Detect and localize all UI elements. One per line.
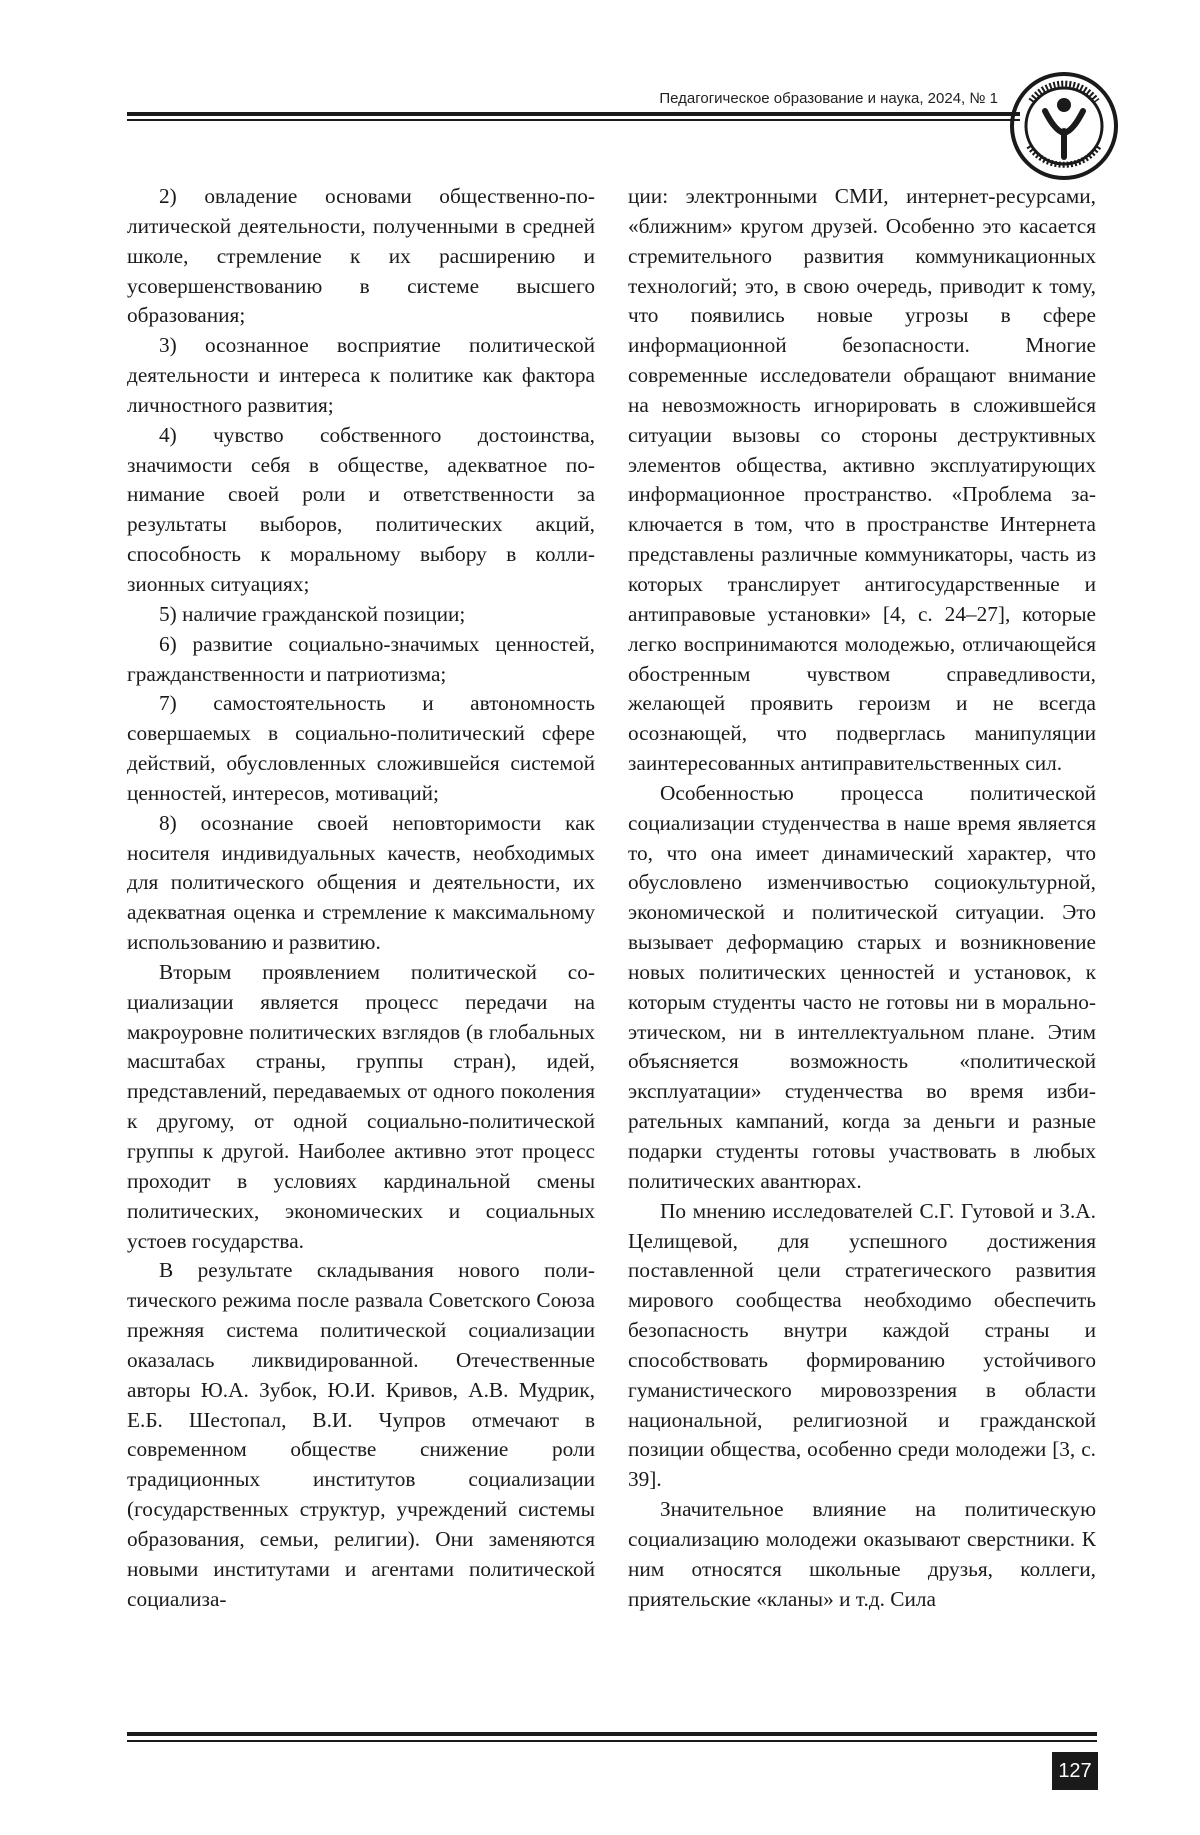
right-column [628, 182, 1096, 1615]
paragraph: Вторым проявлением политической социализации является процесс передачи на макроуровне политических взглядов (в глобальных масштабах страны, группы стран), идей, представлений, передаваемых от одного поколения к другому, от одной социально-политической группы к другой. Наиболее активно этот процесс проходит в условиях кардинальной смены политических, экономических и социальных устоев государства. [127, 959, 595, 1253]
running-title: Педагогическое образование и наука, 2024, № 1 [659, 90, 998, 107]
paragraph: Значительное влияние на политическую социализацию молодежи оказывают сверстники. К ним относятся школьные друзья, коллеги, приятельские «кланы» и т.д. Сила [628, 1497, 1096, 1611]
paragraph: 2) овладение основами общественно-политической деятельности, полученными в средней школе, стремление к их расширению и усовершенствованию в системе высшего образования; [127, 184, 595, 328]
paragraph: В результате складывания нового политического режима после развала Советского Союза прежняя система политической социализации оказалась ликвидированной. Отечественные авторы Ю.А. Зубок, Ю.И. Кривов, А.В. Мудрик, Е.Б. Шестопал, В.И. Чупров отмечают в современном обществе снижение роли традиционных институтов социализации (государственных структур, учреждений системы образования, семьи, религии). Они заменяются новыми институтами и агентами политической социализа- [127, 1258, 595, 1611]
paragraph: 3) осознанное восприятие политической деятельности и интереса к политике как фактора личностного развития; [127, 333, 595, 417]
left-column [127, 182, 595, 1615]
paragraph: 6) развитие социально-значимых ценностей, гражданственности и патриотизма; [127, 631, 595, 686]
paragraph: По мнению исследователей С.Г. Гутовой и З.А. Целищевой, для успешного достижения поставленной цели стратегического развития мирового сообщества необходимо обеспечить безопасность внутри каждой страны и способствовать формированию устойчивого гуманистического мировоззрения в области национальной, религиозной и гражданской позиции общества, особенно среди молодежи [3, с. 39]. [628, 1198, 1096, 1492]
journal-logo-icon [1009, 71, 1119, 181]
footer-rule-thick [127, 1732, 1097, 1736]
paragraph: 7) самостоятельность и автономность совершаемых в социально-политический сфере действий, обусловленных сложившейся системой ценностей, интересов, мотиваций; [127, 691, 595, 805]
page-number: 127 [1052, 1752, 1098, 1790]
paragraph: 8) осознание своей неповторимости как носителя индивидуальных качеств, необходимых для политического общения и деятельности, их адекватная оценка и стремление к максимальному использованию и развитию. [127, 810, 595, 955]
paragraph: Особенностью процесса политической социализации студенчества в наше время является то, что она имеет динамический характер, что обусловлено изменчивостью социокультурной, экономической и политической ситуации. Это вызывает деформацию старых и возникновение новых политических ценностей и установок, к которым студенты часто не готовы ни в морально-этическом, ни в интеллектуальном плане. Этим объясняется возможность «политической эксплуатации» студенчества во время избирательных кампаний, когда за деньги и разные подарки студенты готовы участвовать в любых политических авантюрах. [628, 780, 1096, 1193]
header-rule-thin [127, 119, 1020, 121]
paragraph: 5) наличие гражданской позиции; [159, 601, 466, 626]
paragraph: 4) чувство собственного достоинства, значимости себя в обществе, адекватное понимание своей роли и ответственности за результаты выборов, политических акций, способность к моральному выбору в коллизионных ситуациях; [127, 422, 595, 596]
footer-rule-thin [127, 1740, 1097, 1742]
header-rule-thick [127, 112, 1020, 116]
paragraph-continued: ции: электронными СМИ, интернет-ресурсами, «ближним» кругом друзей. Особенно это касается стремительного развития коммуникационных технологий; это, в свою очередь, приводит к тому, что появились новые угрозы в сфере информационной безопасности. Многие современные исследователи обращают внимание на невозможность игнорировать в сложившейся ситуации вызовы со стороны деструктивных элементов общества, активно эксплуатирующих информационное пространство. «Проблема заключается в том, что в пространстве Интернета представлены различные коммуникаторы, часть из которых транслирует антигосударственные и антиправовые установки» [4, с. 24–27], которые легко воспринимаются молодежью, отличающейся обостренным чувством справедливости, желающей проявить героизм и не всегда осознающей, что подверглась манипуляции заинтересованных антиправительственных сил. [628, 184, 1096, 776]
